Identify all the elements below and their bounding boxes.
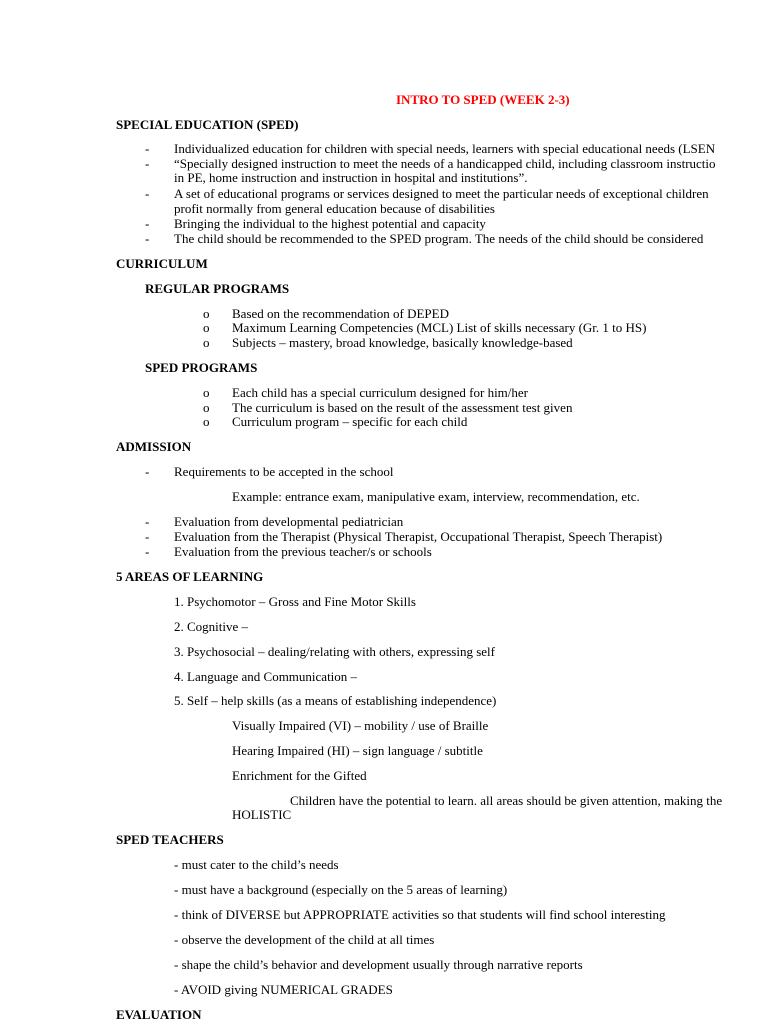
admission-item: Requirements to be accepted in the school: [174, 464, 394, 479]
areas-note: Children have the potential to learn. all areas should be given attention, making the: [290, 793, 723, 808]
area-sub-item: Enrichment for the Gifted: [232, 768, 367, 783]
bullet-dash: -: [145, 186, 150, 201]
section-heading-admission: ADMISSION: [116, 439, 192, 454]
sped-line: profit normally from general education because of disabilities: [174, 201, 495, 216]
bullet-circle: o: [203, 400, 210, 415]
bullet-circle: o: [203, 414, 210, 429]
bullet-dash: -: [145, 156, 150, 171]
area-sub-item: Visually Impaired (VI) – mobility / use of Braille: [232, 718, 489, 733]
section-heading-teachers: SPED TEACHERS: [116, 832, 224, 847]
area-item: 4. Language and Communication –: [174, 669, 358, 684]
teacher-item: - must cater to the child’s needs: [174, 857, 339, 872]
teacher-item: - must have a background (especially on the 5 areas of learning): [174, 882, 508, 897]
section-heading-sped: SPECIAL EDUCATION (SPED): [116, 117, 299, 132]
regular-program-item: Subjects – mastery, broad knowledge, basically knowledge-based: [232, 335, 573, 350]
admission-item: Evaluation from the previous teacher/s or schools: [174, 544, 432, 559]
subheading-regular-programs: REGULAR PROGRAMS: [145, 281, 290, 296]
sped-line: Bringing the individual to the highest potential and capacity: [174, 216, 486, 231]
admission-item: Evaluation from developmental pediatrician: [174, 514, 404, 529]
sped-line: A set of educational programs or services designed to meet the particular needs of exceptional children: [174, 186, 709, 201]
area-item: 5. Self – help skills (as a means of establishing independence): [174, 693, 497, 708]
admission-example: Example: entrance exam, manipulative exam, interview, recommendation, etc.: [232, 489, 640, 504]
document-title: INTRO TO SPED (WEEK 2-3): [396, 92, 570, 107]
teacher-item: - AVOID giving NUMERICAL GRADES: [174, 982, 393, 997]
area-item: 1. Psychomotor – Gross and Fine Motor Skills: [174, 594, 416, 609]
subheading-sped-programs: SPED PROGRAMS: [145, 360, 258, 375]
sped-line: The child should be recommended to the SPED program. The needs of the child should be considered: [174, 231, 704, 246]
area-item: 2. Cognitive –: [174, 619, 249, 634]
admission-item: Evaluation from the Therapist (Physical Therapist, Occupational Therapist, Speech Therapist): [174, 529, 663, 544]
sped-program-item: The curriculum is based on the result of the assessment test given: [232, 400, 573, 415]
bullet-dash: -: [145, 231, 150, 246]
sped-line: in PE, home instruction and instruction in hospital and institutions”.: [174, 170, 528, 185]
bullet-circle: o: [203, 320, 210, 335]
bullet-dash: -: [145, 514, 150, 529]
section-heading-evaluation: EVALUATION: [116, 1007, 202, 1022]
section-heading-areas: 5 AREAS OF LEARNING: [116, 569, 264, 584]
areas-note: HOLISTIC: [232, 807, 292, 822]
bullet-circle: o: [203, 335, 210, 350]
area-sub-item: Hearing Impaired (HI) – sign language / subtitle: [232, 743, 483, 758]
teacher-item: - shape the child’s behavior and development usually through narrative reports: [174, 957, 583, 972]
sped-program-item: Each child has a special curriculum designed for him/her: [232, 385, 529, 400]
bullet-circle: o: [203, 306, 210, 321]
bullet-dash: -: [145, 529, 150, 544]
section-heading-curriculum: CURRICULUM: [116, 256, 208, 271]
bullet-dash: -: [145, 216, 150, 231]
sped-line: Individualized education for children with special needs, learners with special educational needs (LSEN: [174, 141, 716, 156]
bullet-dash: -: [145, 544, 150, 559]
sped-program-item: Curriculum program – specific for each child: [232, 414, 468, 429]
bullet-dash: -: [145, 464, 150, 479]
regular-program-item: Maximum Learning Competencies (MCL) List of skills necessary (Gr. 1 to HS): [232, 320, 647, 335]
bullet-circle: o: [203, 385, 210, 400]
sped-line: “Specially designed instruction to meet the needs of a handicapped child, including classroom instructio: [174, 156, 716, 171]
regular-program-item: Based on the recommendation of DEPED: [232, 306, 449, 321]
teacher-item: - think of DIVERSE but APPROPRIATE activities so that students will find school interesting: [174, 907, 666, 922]
bullet-dash: -: [145, 141, 150, 156]
area-item: 3. Psychosocial – dealing/relating with others, expressing self: [174, 644, 495, 659]
teacher-item: - observe the development of the child at all times: [174, 932, 435, 947]
